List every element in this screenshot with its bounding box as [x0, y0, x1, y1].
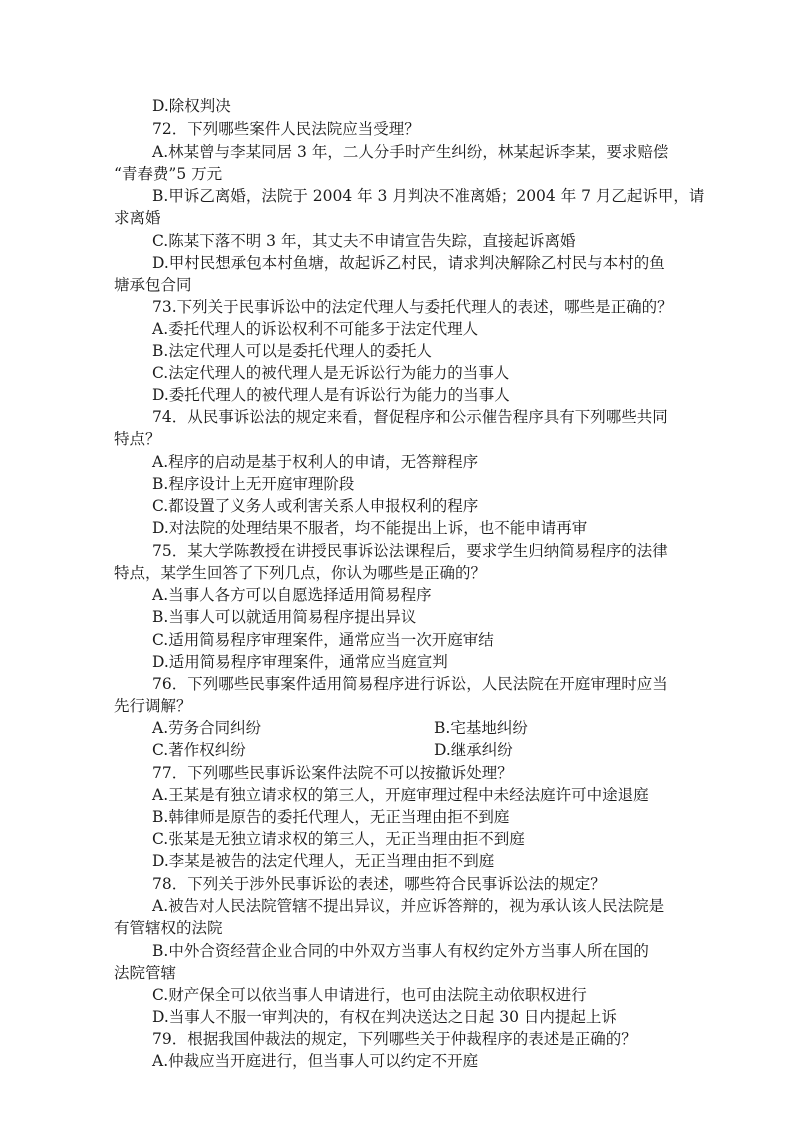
text-line: 特点？	[114, 430, 161, 448]
question-78: 78．下列关于涉外民事诉讼的表述，哪些符合民事诉讼法的规定？	[152, 875, 606, 893]
text-line: 先行调解？	[114, 697, 192, 715]
question-74: 74．从民事诉讼法的规定来看，督促程序和公示催告程序具有下列哪些共同	[152, 408, 668, 426]
text-line: B.宅基地纠纷	[434, 719, 528, 737]
text-line: C.著作权纠纷	[152, 741, 246, 759]
text-line: D.除权判决	[152, 97, 231, 115]
text-line: D.对法院的处理结果不服者，均不能提出上诉，也不能申请再审	[152, 519, 588, 537]
text-line: B.中外合资经营企业合同的中外双方当事人有权约定外方当事人所在国的	[152, 942, 649, 960]
text-line: D.甲村民想承包本村鱼塘，故起诉乙村民，请求判决解除乙村民与本村的鱼	[152, 254, 665, 272]
text-line: A.劳务合同纠纷	[152, 719, 262, 737]
text-line: B.甲诉乙离婚，法院于 2004 年 3 月判决不准离婚；2004 年 7 月乙起诉甲，请	[152, 187, 705, 205]
text-line: A.委托代理人的诉讼权利不可能多于法定代理人	[152, 320, 479, 338]
text-line: C.张某是无独立请求权的第三人，无正当理由拒不到庭	[152, 830, 525, 848]
text-line: C.陈某下落不明 3 年，其丈夫不申请宣告失踪，直接起诉离婚	[152, 232, 576, 250]
question-72: 72．下列哪些案件人民法院应当受理？	[152, 120, 420, 138]
text-line: D.委托代理人的被代理人是有诉讼行为能力的当事人	[152, 386, 510, 404]
text-line: A.林某曾与李某同居 3 年，二人分手时产生纠纷，林某起诉李某，要求赔偿	[152, 143, 669, 161]
text-line: D.当事人不服一审判决的，有权在判决送达之日起 30 日内提起上诉	[152, 1008, 617, 1026]
text-line: 特点，某学生回答了下列几点，你认为哪些是正确的？	[114, 564, 487, 582]
text-line: A.被告对人民法院管辖不提出异议，并应诉答辩的，视为承认该人民法院是	[152, 897, 665, 915]
question-77: 77．下列哪些民事诉讼案件法院不可以按撤诉处理？	[152, 764, 513, 782]
text-line: B.当事人可以就适用简易程序提出异议	[152, 608, 417, 626]
text-line: B.法定代理人可以是委托代理人的委托人	[152, 342, 432, 360]
text-line: A.仲裁应当开庭进行，但当事人可以约定不开庭	[152, 1052, 479, 1070]
text-line: C.适用简易程序审理案件，通常应当一次开庭审结	[152, 631, 494, 649]
text-line: B.程序设计上无开庭审理阶段	[152, 475, 355, 493]
question-79: 79．根据我国仲裁法的规定，下列哪些关于仲裁程序的表述是正确的？	[152, 1030, 637, 1048]
text-line: B.韩律师是原告的委托代理人，无正当理由拒不到庭	[152, 808, 510, 826]
text-line: D.适用简易程序审理案件，通常应当庭宣判	[152, 653, 448, 671]
text-line: “青春费”5 万元	[114, 165, 223, 183]
question-76: 76．下列哪些民事案件适用简易程序进行诉讼，人民法院在开庭审理时应当	[152, 675, 668, 693]
text-line: C.财产保全可以依当事人申请进行，也可由法院主动依职权进行	[152, 986, 587, 1004]
text-line: C.都设置了义务人或利害关系人申报权利的程序	[152, 497, 479, 515]
text-line: 塘承包合同	[114, 276, 192, 294]
text-line: A.王某是有独立请求权的第三人，开庭审理过程中未经法庭许可中途退庭	[152, 786, 649, 804]
text-line: C.法定代理人的被代理人是无诉讼行为能力的当事人	[152, 364, 510, 382]
text-line: D.继承纠纷	[434, 741, 513, 759]
text-line: A.程序的启动是基于权利人的申请，无答辩程序	[152, 453, 479, 471]
text-line: 法院管辖	[114, 964, 177, 982]
question-75: 75．某大学陈教授在讲授民事诉讼法课程后，要求学生归纳简易程序的法律	[152, 542, 668, 560]
question-73: 73.下列关于民事诉讼中的法定代理人与委托代理人的表述，哪些是正确的？	[152, 298, 673, 316]
text-line: A.当事人各方可以自愿选择适用简易程序	[152, 586, 432, 604]
text-line: 有管辖权的法院	[114, 919, 223, 937]
text-line: D.李某是被告的法定代理人，无正当理由拒不到庭	[152, 852, 495, 870]
text-line: 求离婚	[114, 209, 161, 227]
